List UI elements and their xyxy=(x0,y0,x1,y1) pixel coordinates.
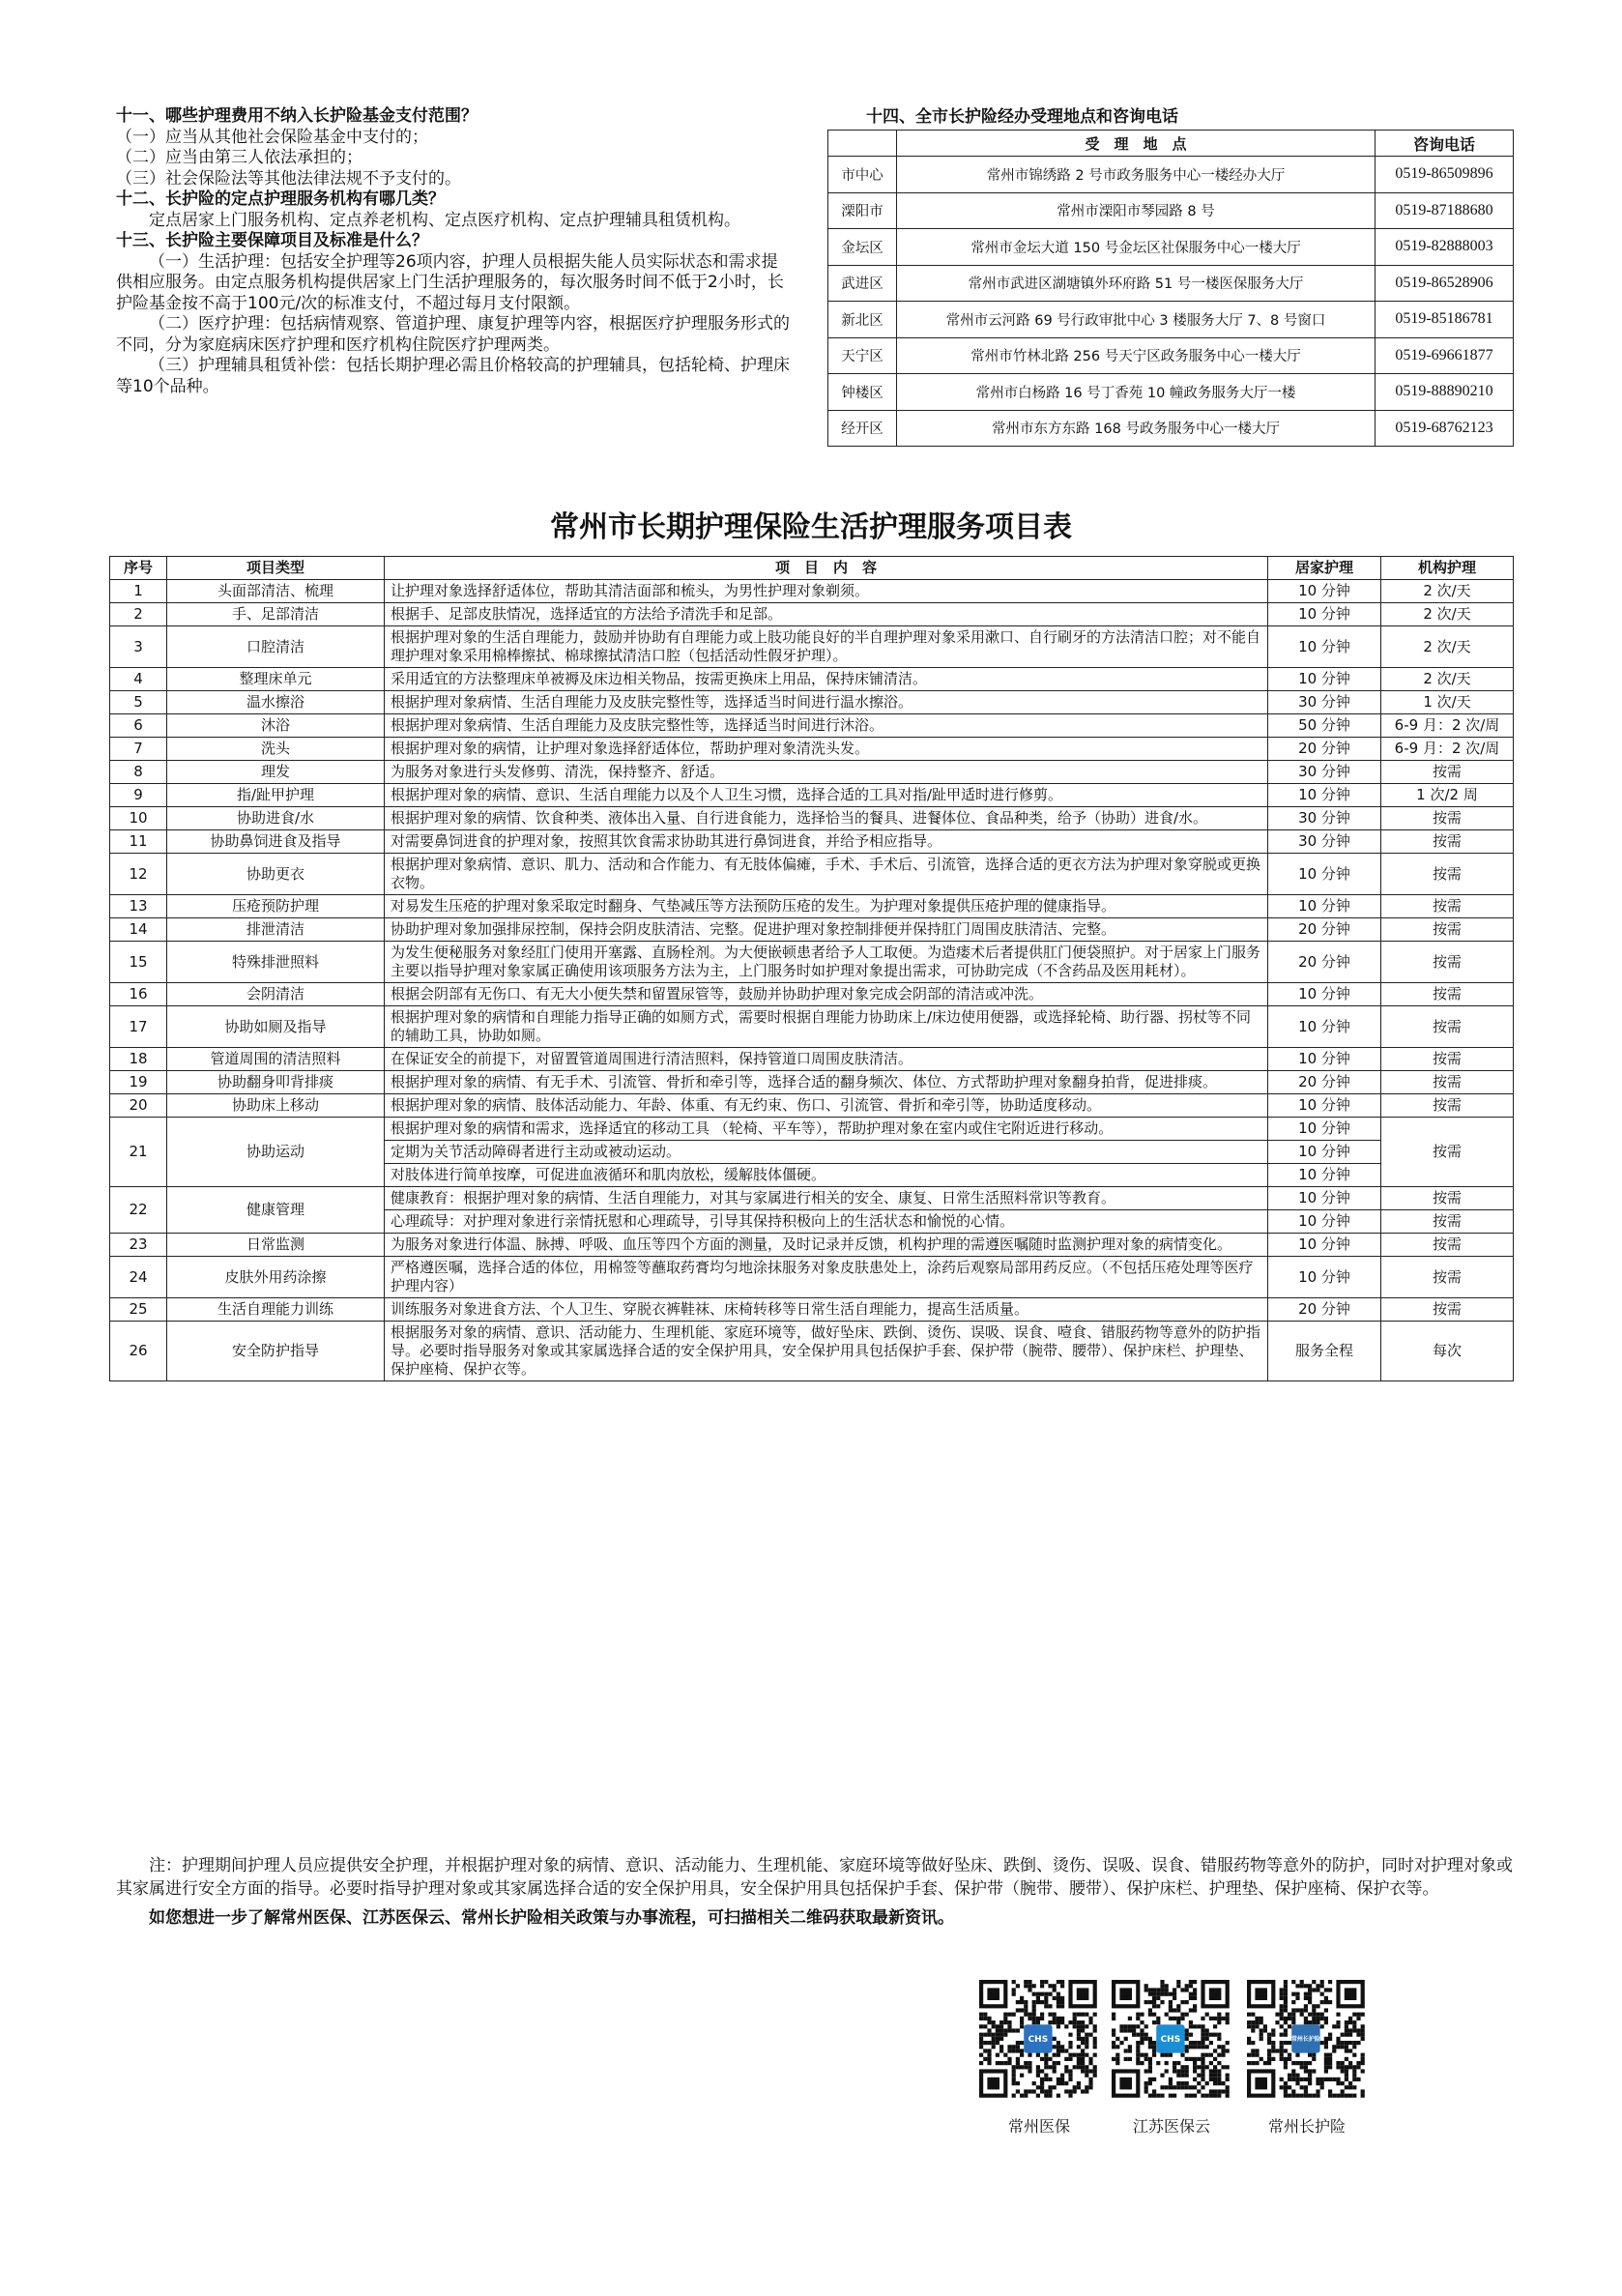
note-text: 注：护理期间护理人员应提供安全护理，并根据护理对象的病情、意识、活动能力、生理机能、家庭环境等做好坠床、跌倒、烫伤、误吸、误食、错服药物等意外的防护，同时对护理对象或其家属进行安全方面的指导。必要时指导护理对象或其家属选择合适的安全保护用具，安全保护用具包括保护手套、保护带（腕带、腰带）、保护床栏、护理垫、保护座椅、保护衣等。 xyxy=(116,1856,1513,1899)
service-content: 协助护理对象加强排尿控制，保持会阴皮肤清洁、完整。促进护理对象控制排便并保持肛门周围皮肤清洁、完整。 xyxy=(385,918,1268,942)
offices-table xyxy=(827,130,1514,447)
service-type: 生活自理能力训练 xyxy=(167,1298,385,1322)
service-home-time: 10 分钟 xyxy=(1268,1006,1381,1048)
faq-answer-11-2: （二）应当由第三人依法承担的； xyxy=(116,148,362,167)
service-home-time: 10 分钟 xyxy=(1268,1094,1381,1118)
service-home-time: 服务全程 xyxy=(1268,1322,1381,1381)
service-row xyxy=(110,1006,1514,1048)
service-no: 4 xyxy=(110,668,167,691)
service-content: 在保证安全的前提下，对留置管道周围进行清洁照料，保持管道口周围皮肤清洁。 xyxy=(385,1048,1268,1071)
service-no: 22 xyxy=(110,1187,167,1234)
office-row xyxy=(828,374,1514,411)
service-home-time: 20 分钟 xyxy=(1268,1071,1381,1094)
service-no: 21 xyxy=(110,1118,167,1187)
qr-logo-text: CHS xyxy=(1028,2034,1049,2045)
service-inst-frequency: 按需 xyxy=(1381,1257,1514,1298)
service-no: 5 xyxy=(110,691,167,714)
qr-label-3: 常州长护险 xyxy=(1267,2117,1346,2136)
service-content: 根据服务对象的病情、意识、活动能力、生理机能、家庭环境等，做好坠床、跌倒、烫伤、误吸、误食、噎食、错服药物等意外的防护指导。必要时指导服务对象或其家属选择合适的安全保护用具，安全保护用具包括保护手套、保护带（腕带、腰带）、保护床栏、护理垫、保护座椅、保护衣等。 xyxy=(385,1322,1268,1381)
service-inst-frequency: 按需 xyxy=(1381,1071,1514,1094)
office-tel: 0519-86528906 xyxy=(1376,265,1514,302)
service-content: 根据护理对象的生活自理能力，鼓励并协助有自理能力或上肢功能良好的半自理护理对象采用漱口、自行刷牙的方法清洁口腔；对不能自理护理对象采用棉棒擦拭、棉球擦拭清洁口腔（包括活动性假牙护理）。 xyxy=(385,626,1268,668)
office-district: 溧阳市 xyxy=(828,192,897,229)
office-tel: 0519-85186781 xyxy=(1376,302,1514,338)
qr-code-icon xyxy=(979,1980,1097,2098)
office-place: 常州市锦绣路 2 号市政务服务中心一楼经办大厅 xyxy=(897,157,1376,193)
faq-answer-13-1: （一）生活护理：包括安全护理等26项内容，护理人员根据失能人员实际状态和需求提供相应服务。由定点服务机构提供居家上门生活护理服务的，每次服务时间不低于2小时，长护险基金按不高于100元/次的标准支付，不超过每月支付限额。 xyxy=(116,251,784,313)
service-row xyxy=(110,1187,1514,1210)
qr-label-2: 江苏医保云 xyxy=(1132,2117,1210,2136)
services-table xyxy=(109,556,1514,1381)
service-row xyxy=(110,761,1514,784)
qr-hint-text: 如您想进一步了解常州医保、江苏医保云、常州长护险相关政策与办事流程，可扫描相关二维码获取最新资讯。 xyxy=(149,1908,954,1928)
service-inst-frequency: 2 次/天 xyxy=(1381,580,1514,603)
service-row xyxy=(110,668,1514,691)
service-content: 对易发生压疮的护理对象采取定时翻身、气垫减压等方法预防压疮的发生。为护理对象提供压疮护理的健康指导。 xyxy=(385,895,1268,918)
faq-section xyxy=(116,106,793,397)
service-home-time: 10 分钟 xyxy=(1268,1234,1381,1257)
service-type: 特殊排泄照料 xyxy=(167,942,385,983)
service-content: 根据护理对象病情、生活自理能力及皮肤完整性等，选择适当时间进行沐浴。 xyxy=(385,714,1268,738)
office-row xyxy=(828,157,1514,193)
office-row xyxy=(828,192,1514,229)
service-no: 7 xyxy=(110,738,167,761)
service-no: 15 xyxy=(110,942,167,983)
service-row xyxy=(110,1234,1514,1257)
service-no: 11 xyxy=(110,830,167,854)
service-no: 17 xyxy=(110,1006,167,1048)
office-tel: 0519-88890210 xyxy=(1376,374,1514,411)
service-type: 健康管理 xyxy=(167,1187,385,1234)
service-inst-frequency: 按需 xyxy=(1381,807,1514,830)
service-row xyxy=(110,626,1514,668)
service-row xyxy=(110,1298,1514,1322)
qr-label-1: 常州医保 xyxy=(1007,2117,1070,2136)
service-no: 25 xyxy=(110,1298,167,1322)
service-inst-frequency: 按需 xyxy=(1381,1094,1514,1118)
service-inst-frequency: 6-9 月：2 次/周 xyxy=(1381,714,1514,738)
service-no: 18 xyxy=(110,1048,167,1071)
service-type: 安全防护指导 xyxy=(167,1322,385,1381)
service-content: 根据会阴部有无伤口、有无大小便失禁和留置尿管等，鼓励并协助护理对象完成会阴部的清洁或冲洗。 xyxy=(385,983,1268,1006)
service-home-time: 10 分钟 xyxy=(1268,1164,1381,1187)
office-district: 武进区 xyxy=(828,265,897,302)
service-inst-frequency: 按需 xyxy=(1381,761,1514,784)
offices-section xyxy=(827,106,1514,447)
service-inst-frequency: 按需 xyxy=(1381,1006,1514,1048)
service-content: 根据手、足部皮肤情况，选择适宜的方法给予清洗手和足部。 xyxy=(385,603,1268,626)
service-home-time: 30 分钟 xyxy=(1268,761,1381,784)
service-inst-frequency: 按需 xyxy=(1381,1118,1514,1187)
offices-header-district xyxy=(828,131,897,157)
service-row xyxy=(110,918,1514,942)
service-row xyxy=(110,714,1514,738)
service-row xyxy=(110,1048,1514,1071)
service-type: 排泄清洁 xyxy=(167,918,385,942)
service-type: 洗头 xyxy=(167,738,385,761)
offices-header-place: 受 理 地 点 xyxy=(897,131,1376,157)
service-content: 根据护理对象的病情、肢体活动能力、年龄、体重、有无约束、伤口、引流管、骨折和牵引等，协助适度移动。 xyxy=(385,1094,1268,1118)
service-home-time: 20 分钟 xyxy=(1268,738,1381,761)
service-row xyxy=(110,942,1514,983)
service-no: 14 xyxy=(110,918,167,942)
faq-answer-13-3: （三）护理辅具租赁补偿：包括长期护理必需且价格较高的护理辅具，包括轮椅、护理床等10个品种。 xyxy=(116,356,790,396)
service-content: 根据护理对象病情、生活自理能力及皮肤完整性等，选择适当时间进行温水擦浴。 xyxy=(385,691,1268,714)
service-type: 日常监测 xyxy=(167,1234,385,1257)
service-home-time: 20 分钟 xyxy=(1268,942,1381,983)
office-district: 市中心 xyxy=(828,157,897,193)
service-home-time: 10 分钟 xyxy=(1268,895,1381,918)
faq-answer-11-1: （一）应当从其他社会保险基金中支付的； xyxy=(116,127,428,147)
service-row xyxy=(110,830,1514,854)
office-row xyxy=(828,302,1514,338)
service-home-time: 30 分钟 xyxy=(1268,830,1381,854)
service-inst-frequency: 按需 xyxy=(1381,1187,1514,1210)
services-header-inst: 机构护理 xyxy=(1381,557,1514,580)
service-inst-frequency: 每次 xyxy=(1381,1322,1514,1381)
service-home-time: 10 分钟 xyxy=(1268,626,1381,668)
service-inst-frequency: 按需 xyxy=(1381,1048,1514,1071)
service-home-time: 10 分钟 xyxy=(1268,854,1381,895)
office-row xyxy=(828,337,1514,374)
service-inst-frequency: 6-9 月：2 次/周 xyxy=(1381,738,1514,761)
services-header-content: 项 目 内 容 xyxy=(385,557,1268,580)
office-tel: 0519-87188680 xyxy=(1376,192,1514,229)
office-tel: 0519-69661877 xyxy=(1376,337,1514,374)
offices-table-body xyxy=(828,157,1514,447)
service-no: 23 xyxy=(110,1234,167,1257)
offices-header-tel: 咨询电话 xyxy=(1376,131,1514,157)
service-inst-frequency: 按需 xyxy=(1381,854,1514,895)
services-header-no: 序号 xyxy=(110,557,167,580)
office-place: 常州市金坛大道 150 号金坛区社保服务中心一楼大厅 xyxy=(897,229,1376,266)
service-type: 压疮预防护理 xyxy=(167,895,385,918)
service-row xyxy=(110,691,1514,714)
office-place: 常州市白杨路 16 号丁香苑 10 幢政务服务大厅一楼 xyxy=(897,374,1376,411)
office-district: 经开区 xyxy=(828,410,897,447)
service-no: 13 xyxy=(110,895,167,918)
service-row xyxy=(110,738,1514,761)
service-content: 根据护理对象的病情、意识、生活自理能力以及个人卫生习惯，选择合适的工具对指/趾甲适时进行修剪。 xyxy=(385,784,1268,807)
service-row xyxy=(110,784,1514,807)
faq-question-13: 十三、长护险主要保障项目及标准是什么？ xyxy=(116,231,428,250)
service-content: 为发生便秘服务对象经肛门使用开塞露、直肠栓剂。为大便嵌顿患者给予人工取便。为造瘘术后者提供肛门便袋照护。对于居家上门服务主要以指导护理对象家属正确使用该项服务方法为主，上门服务时如护理对象提出需求，可协助完成（不含药品及医用耗材）。 xyxy=(385,942,1268,983)
notes-section xyxy=(116,1854,1518,1930)
service-home-time: 10 分钟 xyxy=(1268,1257,1381,1298)
service-row xyxy=(110,1322,1514,1381)
service-home-time: 20 分钟 xyxy=(1268,918,1381,942)
service-home-time: 30 分钟 xyxy=(1268,691,1381,714)
service-row xyxy=(110,807,1514,830)
service-content: 对肢体进行简单按摩，可促进血液循环和肌肉放松，缓解肢体僵硬。 xyxy=(385,1164,1268,1187)
service-content: 心理疏导：对护理对象进行亲情抚慰和心理疏导，引导其保持积极向上的生活状态和愉悦的心情。 xyxy=(385,1210,1268,1234)
service-row xyxy=(110,854,1514,895)
service-row xyxy=(110,1257,1514,1298)
office-place: 常州市溧阳市琴园路 8 号 xyxy=(897,192,1376,229)
service-content: 严格遵医嘱，选择合适的体位，用棉签等蘸取药膏均匀地涂抹服务对象皮肤患处上，涂药后观察局部用药反应。（不包括压疮处理等医疗护理内容） xyxy=(385,1257,1268,1298)
service-inst-frequency: 按需 xyxy=(1381,983,1514,1006)
services-title: 常州市长期护理保险生活护理服务项目表 xyxy=(550,510,1072,544)
office-place: 常州市武进区湖塘镇外环府路 51 号一楼医保服务大厅 xyxy=(897,265,1376,302)
service-content: 让护理对象选择舒适体位，帮助其清洁面部和梳头，为男性护理对象剃须。 xyxy=(385,580,1268,603)
office-tel: 0519-68762123 xyxy=(1376,410,1514,447)
service-home-time: 10 分钟 xyxy=(1268,603,1381,626)
service-type: 温水擦浴 xyxy=(167,691,385,714)
service-inst-frequency: 按需 xyxy=(1381,1234,1514,1257)
faq-question-11: 十一、哪些护理费用不纳入长护险基金支付范围？ xyxy=(116,106,478,126)
service-inst-frequency: 1 次/天 xyxy=(1381,691,1514,714)
service-row xyxy=(110,895,1514,918)
service-inst-frequency: 按需 xyxy=(1381,1298,1514,1322)
service-inst-frequency: 按需 xyxy=(1381,918,1514,942)
faq-answer-11-3: （三）社会保险法等其他法律法规不予支付的。 xyxy=(116,168,461,189)
office-place: 常州市云河路 69 号行政审批中心 3 楼服务大厅 7、8 号窗口 xyxy=(897,302,1376,338)
service-type: 会阴清洁 xyxy=(167,983,385,1006)
service-content: 根据护理对象的病情和需求，选择适宜的移动工具 （轮椅、平车等），帮助护理对象在室内或住宅附近进行移动。 xyxy=(385,1118,1268,1141)
qr-code-icon xyxy=(1247,1980,1365,2098)
service-row xyxy=(110,603,1514,626)
service-type: 协助床上移动 xyxy=(167,1094,385,1118)
faq-answer-13-2: （二）医疗护理：包括病情观察、管道护理、康复护理等内容，根据医疗护理服务形式的不同，分为家庭病床医疗护理和医疗机构住院医疗护理两类。 xyxy=(116,314,790,355)
service-row xyxy=(110,1094,1514,1118)
service-home-time: 10 分钟 xyxy=(1268,1118,1381,1141)
service-home-time: 10 分钟 xyxy=(1268,1141,1381,1164)
service-type: 协助翻身叩背排痰 xyxy=(167,1071,385,1094)
service-content: 为服务对象进行头发修剪、清洗，保持整齐、舒适。 xyxy=(385,761,1268,784)
service-content: 健康教育：根据护理对象的病情、生活自理能力，对其与家属进行相关的安全、康复、日常生活照料常识等教育。 xyxy=(385,1187,1268,1210)
qr-code-changzhou-ltc-insurance[interactable] xyxy=(1247,1980,1367,2100)
service-type: 协助如厕及指导 xyxy=(167,1006,385,1048)
faq-question-12: 十二、长护险的定点护理服务机构有哪几类？ xyxy=(116,189,445,209)
qr-logo-text: CHS xyxy=(1160,2034,1181,2045)
service-home-time: 10 分钟 xyxy=(1268,784,1381,807)
service-type: 协助鼻饲进食及指导 xyxy=(167,830,385,854)
service-content: 根据护理对象的病情和自理能力指导正确的如厕方式，需要时根据自理能力协助床上/床边使用便器，或选择轮椅、助行器、拐杖等不同的辅助工具，协助如厕。 xyxy=(385,1006,1268,1048)
offices-title: 十四、全市长护险经办受理地点和咨询电话 xyxy=(866,107,1178,127)
offices-header-row xyxy=(828,131,1514,157)
service-type: 沐浴 xyxy=(167,714,385,738)
service-home-time: 20 分钟 xyxy=(1268,1298,1381,1322)
office-tel: 0519-86509896 xyxy=(1376,157,1514,193)
service-type: 整理床单元 xyxy=(167,668,385,691)
service-type: 协助运动 xyxy=(167,1118,385,1187)
office-place: 常州市东方东路 168 号政务服务中心一楼大厅 xyxy=(897,410,1376,447)
service-home-time: 10 分钟 xyxy=(1268,668,1381,691)
service-type: 协助进食/水 xyxy=(167,807,385,830)
service-inst-frequency: 按需 xyxy=(1381,942,1514,983)
service-content: 训练服务对象进食方法、个人卫生、穿脱衣裤鞋袜、床椅转移等日常生活自理能力，提高生活质量。 xyxy=(385,1298,1268,1322)
service-content: 对需要鼻饲进食的护理对象，按照其饮食需求协助其进行鼻饲进食，并给予相应指导。 xyxy=(385,830,1268,854)
qr-logo-text: 常州长护险 xyxy=(1290,2035,1320,2043)
faq-answer-12: 定点居家上门服务机构、定点养老机构、定点医疗机构、定点护理辅具租赁机构。 xyxy=(149,210,740,230)
service-inst-frequency: 按需 xyxy=(1381,1210,1514,1234)
service-home-time: 50 分钟 xyxy=(1268,714,1381,738)
service-type: 皮肤外用药涂擦 xyxy=(167,1257,385,1298)
service-no: 3 xyxy=(110,626,167,668)
service-type: 指/趾甲护理 xyxy=(167,784,385,807)
service-home-time: 30 分钟 xyxy=(1268,807,1381,830)
office-row xyxy=(828,265,1514,302)
office-district: 天宁区 xyxy=(828,337,897,374)
services-header-type: 项目类型 xyxy=(167,557,385,580)
office-row xyxy=(828,410,1514,447)
service-row xyxy=(110,580,1514,603)
service-inst-frequency: 2 次/天 xyxy=(1381,603,1514,626)
service-no: 16 xyxy=(110,983,167,1006)
qr-code-changzhou-medical-insurance[interactable] xyxy=(979,1980,1099,2100)
service-content: 根据护理对象的病情，让护理对象选择舒适体位，帮助护理对象清洗头发。 xyxy=(385,738,1268,761)
service-type: 手、足部清洁 xyxy=(167,603,385,626)
service-no: 20 xyxy=(110,1094,167,1118)
service-row xyxy=(110,1118,1514,1141)
service-row xyxy=(110,983,1514,1006)
service-row xyxy=(110,1071,1514,1094)
service-content: 为服务对象进行体温、脉搏、呼吸、血压等四个方面的测量，及时记录并反馈，机构护理的需遵医嘱随时监测护理对象的病情变化。 xyxy=(385,1234,1268,1257)
qr-code-icon xyxy=(1112,1980,1230,2098)
service-content: 定期为关节活动障碍者进行主动或被动运动。 xyxy=(385,1141,1268,1164)
service-inst-frequency: 2 次/天 xyxy=(1381,626,1514,668)
service-content: 采用适宜的方法整理床单被褥及床边相关物品，按需更换床上用品，保持床铺清洁。 xyxy=(385,668,1268,691)
service-type: 口腔清洁 xyxy=(167,626,385,668)
service-home-time: 10 分钟 xyxy=(1268,1210,1381,1234)
service-no: 9 xyxy=(110,784,167,807)
service-no: 19 xyxy=(110,1071,167,1094)
service-type: 协助更衣 xyxy=(167,854,385,895)
service-no: 12 xyxy=(110,854,167,895)
service-type: 头面部清洁、梳理 xyxy=(167,580,385,603)
service-home-time: 10 分钟 xyxy=(1268,1187,1381,1210)
office-district: 金坛区 xyxy=(828,229,897,266)
office-tel: 0519-82888003 xyxy=(1376,229,1514,266)
service-inst-frequency: 1 次/2 周 xyxy=(1381,784,1514,807)
qr-code-jiangsu-medical-cloud[interactable] xyxy=(1112,1980,1231,2100)
service-content: 根据护理对象的病情、有无手术、引流管、骨折和牵引等，选择合适的翻身频次、体位、方式帮助护理对象翻身拍背，促进排痰。 xyxy=(385,1071,1268,1094)
service-no: 26 xyxy=(110,1322,167,1381)
service-type: 理发 xyxy=(167,761,385,784)
office-place: 常州市竹林北路 256 号天宁区政务服务中心一楼大厅 xyxy=(897,337,1376,374)
service-content: 根据护理对象的病情、饮食种类、液体出入量、自行进食能力，选择恰当的餐具、进餐体位、食品种类，给予（协助）进食/水。 xyxy=(385,807,1268,830)
service-inst-frequency: 按需 xyxy=(1381,830,1514,854)
services-table-body xyxy=(110,580,1514,1381)
service-no: 1 xyxy=(110,580,167,603)
services-header-home: 居家护理 xyxy=(1268,557,1381,580)
service-no: 2 xyxy=(110,603,167,626)
service-content: 根据护理对象病情、意识、肌力、活动和合作能力、有无肢体偏瘫，手术、手术后、引流管，选择合适的更衣方法为护理对象穿脱或更换衣物。 xyxy=(385,854,1268,895)
service-no: 10 xyxy=(110,807,167,830)
office-district: 钟楼区 xyxy=(828,374,897,411)
service-home-time: 10 分钟 xyxy=(1268,1048,1381,1071)
office-row xyxy=(828,229,1514,266)
service-home-time: 10 分钟 xyxy=(1268,983,1381,1006)
office-district: 新北区 xyxy=(828,302,897,338)
services-header-row xyxy=(110,557,1514,580)
service-inst-frequency: 按需 xyxy=(1381,895,1514,918)
service-no: 6 xyxy=(110,714,167,738)
service-inst-frequency: 2 次/天 xyxy=(1381,668,1514,691)
service-home-time: 10 分钟 xyxy=(1268,580,1381,603)
service-no: 8 xyxy=(110,761,167,784)
service-type: 管道周围的清洁照料 xyxy=(167,1048,385,1071)
service-no: 24 xyxy=(110,1257,167,1298)
